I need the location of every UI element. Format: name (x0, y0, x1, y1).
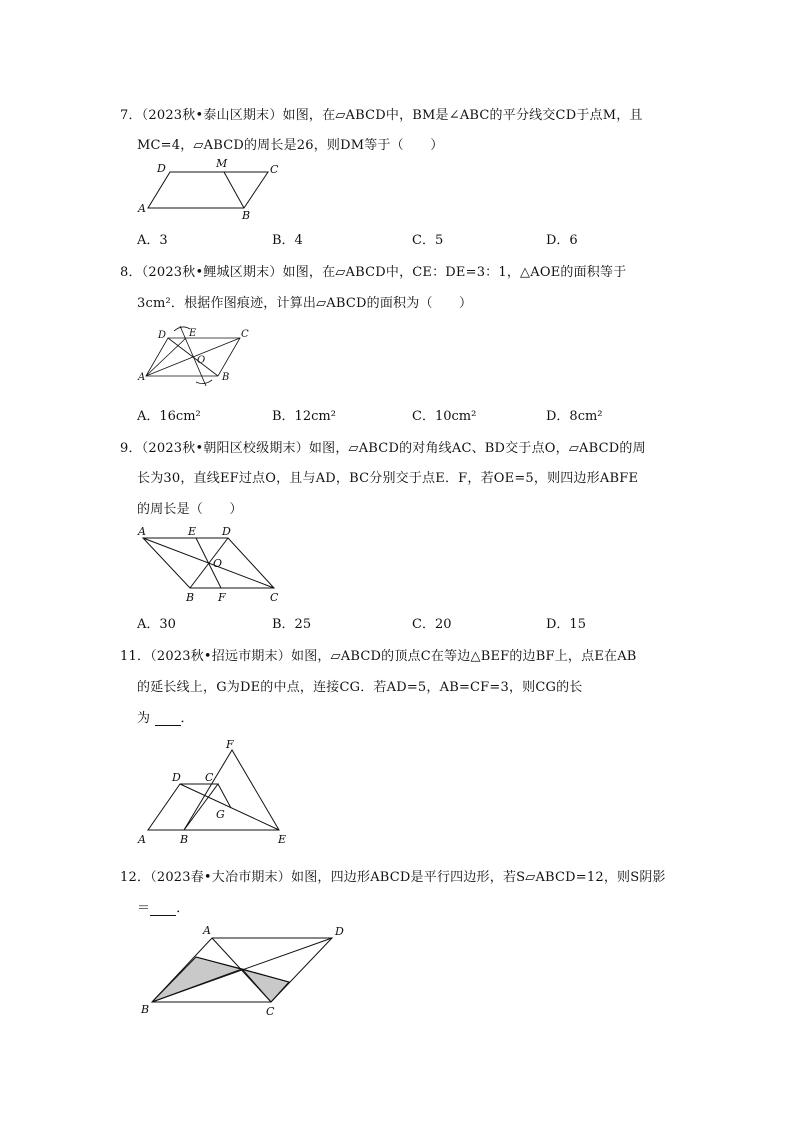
q11-label-B: B (180, 833, 189, 846)
q9-text-line3: 的周长是（ ） (137, 502, 243, 517)
q11-line3-prefix: 为 (137, 711, 151, 726)
q7-text-line2: MC=4，▱ABCD的周长是26，则DM等于（ ） (137, 138, 444, 153)
q11-label-G: G (216, 808, 225, 821)
q11-label-D: D (172, 771, 181, 784)
q7-label-B: B (242, 209, 251, 222)
q12-line2-prefix: ＝ (137, 901, 151, 916)
q9-label-O: O (213, 557, 223, 570)
q12-label-A: A (203, 924, 211, 937)
q8-option-a: A．16cm² (137, 409, 201, 424)
q8-label-B: B (222, 372, 230, 383)
q12-label-D: D (335, 925, 344, 938)
q9-text-line1: 9．（2023秋•朝阳区校级期末）如图，▱ABCD的对角线AC、BD交于点O，▱ABCD的周 (120, 441, 646, 456)
q9-label-C: C (270, 591, 279, 604)
q9-label-E: E (188, 525, 197, 538)
q7-label-D: D (157, 162, 166, 175)
q9-option-c: C．20 (412, 617, 452, 632)
q7-label-A: A (138, 202, 146, 215)
q11-text-line2: 的延长线上，G为DE的中点，连接CG．若AD=5，AB=CF=3，则CG的长 (137, 680, 583, 695)
q8-label-C: C (241, 329, 249, 340)
q11-label-C: C (205, 771, 214, 784)
q7-label-C: C (270, 163, 279, 176)
q9-option-d: D．15 (546, 617, 586, 632)
q11-label-E: E (278, 833, 287, 846)
q8-label-A: A (138, 372, 146, 383)
q11-line3-suffix: ． (180, 711, 194, 726)
q9-text-line2: 长为30，直线EF过点O，且与AD，BC分别交于点E．F，若OE=5，则四边形ABFE (137, 471, 639, 486)
q9-label-D: D (222, 525, 231, 538)
q7-option-d: D．6 (546, 233, 578, 248)
q12-line2-suffix: ． (176, 901, 190, 916)
q8-label-O: O (197, 355, 206, 366)
q9-label-A: A (138, 525, 146, 538)
q8-option-c: C．10cm² (412, 409, 477, 424)
q9-label-B: B (186, 591, 195, 604)
q11-label-F: F (226, 738, 234, 751)
q11-label-A: A (138, 833, 146, 846)
q7-option-b: B．4 (272, 233, 303, 248)
q12-text-line1: 12．（2023春•大冶市期末）如图，四边形ABCD是平行四边形，若S▱ABCD=12，则S阴影 (120, 870, 666, 885)
q8-text-line1: 8．（2023秋•鲤城区期末）如图，在▱ABCD中，CE：DE=3：1，△AOE的面积等于 (120, 265, 627, 280)
q9-label-F: F (218, 591, 226, 604)
q9-option-b: B．25 (272, 617, 312, 632)
q8-label-E: E (189, 328, 197, 339)
q7-label-M: M (216, 157, 228, 170)
q8-text-line2: 3cm²．根据作图痕迹，计算出▱ABCD的面积为（ ） (137, 296, 473, 311)
q9-option-a: A．30 (137, 617, 176, 632)
q7-text-line1: 7．（2023秋•泰山区期末）如图，在▱ABCD中，BM是∠ABC的平分线交CD于点M，且 (120, 108, 643, 123)
q8-option-d: D．8cm² (546, 409, 603, 424)
q11-text-line1: 11．（2023秋•招远市期末）如图，▱ABCD的顶点C在等边△BEF的边BF上，点E在AB (120, 649, 637, 664)
q8-option-b: B．12cm² (272, 409, 336, 424)
q12-label-B: B (141, 1003, 150, 1016)
q8-label-D: D (158, 330, 167, 341)
q7-option-a: A．3 (137, 233, 168, 248)
q12-label-C: C (266, 1005, 275, 1018)
q7-option-c: C．5 (412, 233, 444, 248)
